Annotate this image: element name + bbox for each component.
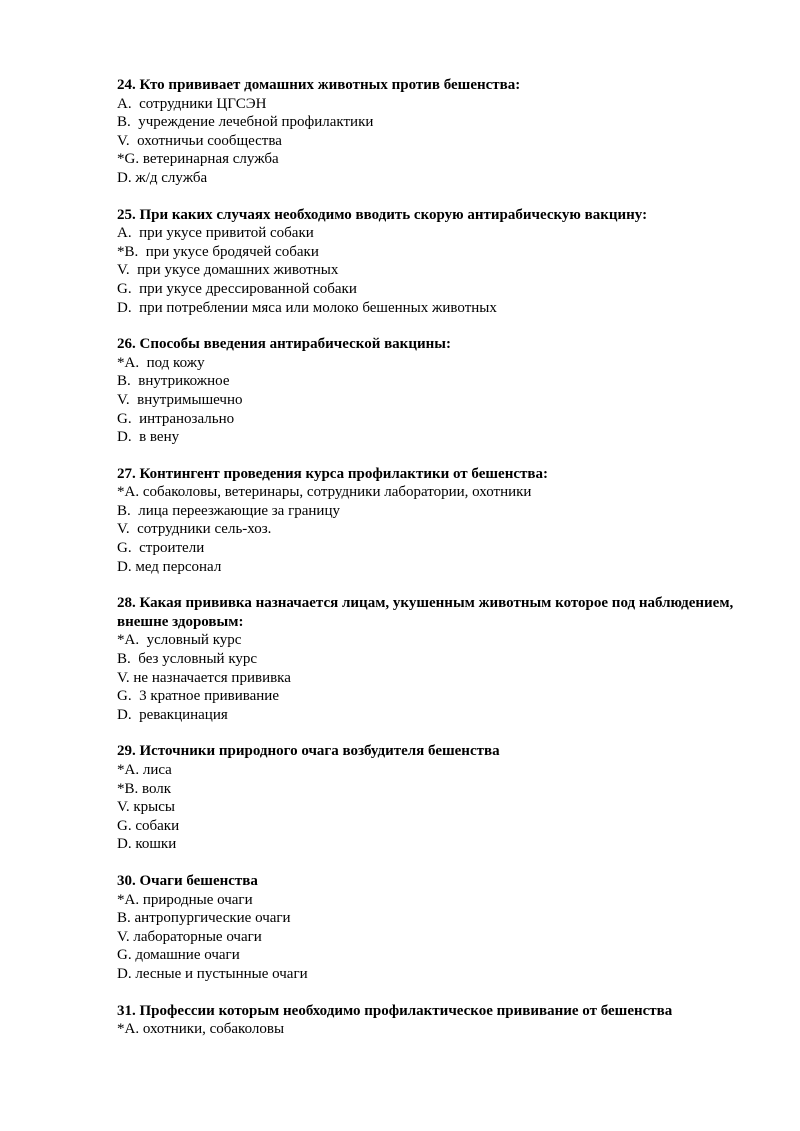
answer-option: A. сотрудники ЦГСЭН	[117, 95, 267, 112]
question-26	[117, 335, 757, 447]
answer-option: A. при укусе привитой собаки	[117, 225, 314, 242]
document-page	[117, 76, 757, 1057]
answer-option: G. интранозально	[117, 410, 235, 427]
answer-option: *A. под кожу	[117, 354, 205, 371]
question-title: 25. При каких случаях необходимо вводить скорую антирабическую вакцину:	[117, 206, 648, 223]
answer-option: B. учреждение лечебной профилактики	[117, 114, 374, 131]
answer-option: D. ревакцинация	[117, 706, 228, 723]
answer-option: V. крысы	[117, 799, 176, 816]
answer-option: G. 3 кратное прививание	[117, 688, 279, 705]
answer-option: D. ж/д служба	[117, 169, 208, 186]
answer-option: D. лесные и пустынные очаги	[117, 965, 308, 982]
question-title: 31. Профессии которым необходимо профилактическое прививание от бешенства	[117, 1002, 673, 1019]
answer-option: *A. условный курс	[117, 632, 242, 649]
answer-option: *A. охотники, собаколовы	[117, 1021, 285, 1038]
answer-option: *B. при укусе бродячей собаки	[117, 243, 319, 260]
question-31	[117, 1002, 757, 1039]
question-29	[117, 742, 757, 854]
answer-option: V. охотничьи сообщества	[117, 132, 282, 149]
answer-option: V. не назначается прививка	[117, 669, 291, 686]
answer-option: G. собаки	[117, 817, 180, 834]
answer-option: D. в вену	[117, 429, 180, 446]
question-title: 29. Источники природного очага возбудителя бешенства	[117, 743, 500, 760]
question-title: 26. Способы введения антирабической вакцины:	[117, 336, 451, 353]
answer-option: G. домашние очаги	[117, 947, 240, 964]
answer-option: D. кошки	[117, 836, 177, 853]
answer-option: V. лабораторные очаги	[117, 928, 262, 945]
answer-option: *B. волк	[117, 780, 172, 797]
answer-option: D. мед персонал	[117, 558, 222, 575]
question-title: 28. Какая прививка назначается лицам, укушенным животным которое под наблюдением, внешне здоровым:	[117, 595, 734, 630]
question-27	[117, 465, 757, 577]
answer-option: V. при укусе домашних животных	[117, 262, 339, 279]
answer-option: B. внутрикожное	[117, 373, 230, 390]
question-28	[117, 594, 757, 724]
answer-option: B. без условный курс	[117, 651, 258, 668]
answer-option: *A. природные очаги	[117, 891, 253, 908]
answer-option: *G. ветеринарная служба	[117, 151, 279, 168]
answer-option: B. антропургические очаги	[117, 910, 291, 927]
answer-option: B. лица переезжающие за границу	[117, 502, 340, 519]
answer-option: V. внутримышечно	[117, 391, 243, 408]
answer-option: G. при укусе дрессированной собаки	[117, 280, 357, 297]
question-25	[117, 206, 757, 318]
answer-option: *A. собаколовы, ветеринары, сотрудники лаборатории, охотники	[117, 484, 532, 501]
question-24	[117, 76, 757, 188]
answer-option: D. при потреблении мяса или молоко бешенных животных	[117, 299, 497, 316]
question-title: 30. Очаги бешенства	[117, 872, 258, 889]
answer-option: G. строители	[117, 540, 205, 557]
question-30	[117, 872, 757, 984]
question-title: 24. Кто прививает домашних животных против бешенства:	[117, 77, 521, 93]
answer-option: V. сотрудники сель-хоз.	[117, 521, 272, 538]
answer-option: *A. лиса	[117, 762, 172, 778]
question-title: 27. Контингент проведения курса профилактики от бешенства:	[117, 465, 548, 482]
